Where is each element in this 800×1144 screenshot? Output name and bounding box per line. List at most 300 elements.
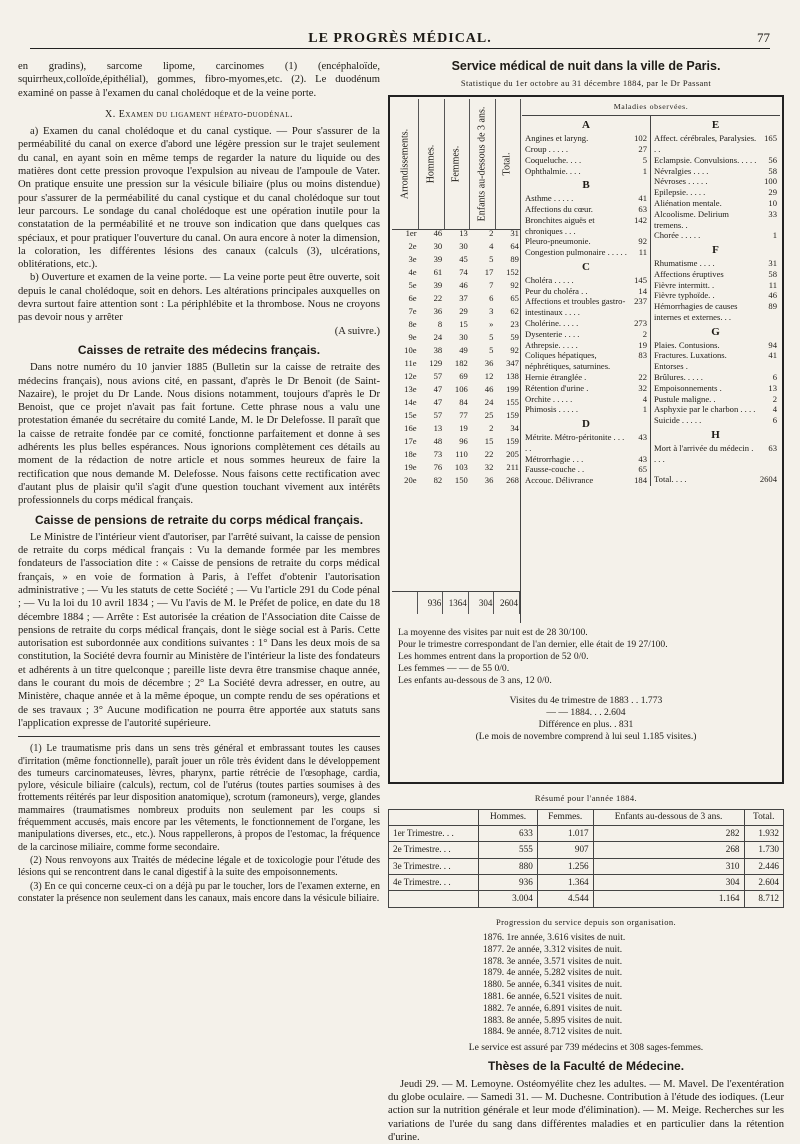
table-cell: 92 xyxy=(510,279,519,290)
table-cell: 47 xyxy=(433,383,443,394)
table-cell: 155 xyxy=(506,396,519,407)
disease-item xyxy=(525,133,647,144)
progression-line: 1879. 4e année, 5.282 visites de nuit. xyxy=(483,968,623,979)
total-cell xyxy=(392,592,418,614)
disease-name: Alcoolisme. Delirium tremens. . xyxy=(654,208,729,230)
table-row xyxy=(392,370,520,383)
table-cell: 152 xyxy=(506,266,519,277)
progression-list xyxy=(483,933,784,1039)
disease-count: 56 xyxy=(768,154,777,165)
table-cell: 19e xyxy=(404,461,417,472)
table-cell: 74 xyxy=(459,266,468,277)
disease-item xyxy=(654,340,777,351)
disease-count: 29 xyxy=(768,187,777,198)
theses-paragraph: Jeudi 29. — M. Lemoyne. Ostéomyélite chez les adultes. — M. Mavel. De l'exentération du globe oculaire. — Samedi 31. — M. Duchesne. Contribution à l'étude des iodiques. (Leur action sur la nutrition générale et leur mode d'élimination). — M. Meige. Recherches sur les variations de l'urée du sang dans différentes maladies et en particulier dans la rétention d'urine. xyxy=(388,1078,784,1143)
disease-count: 184 xyxy=(634,475,647,486)
total-cell: 304 xyxy=(469,592,495,614)
disease-name: Plaies. Contusions. xyxy=(654,339,720,350)
table-cell: 73 xyxy=(433,448,443,459)
diseases-right-column xyxy=(651,116,780,486)
disease-name: Fausse-couche . . xyxy=(525,464,585,475)
disease-name: Asthme . . . . . xyxy=(525,193,574,204)
resume-row xyxy=(389,891,784,907)
table-cell: 30 xyxy=(459,331,468,342)
article-heading-pensions: Caisse de pensions de retraite du corps médical français. xyxy=(34,512,364,527)
disease-count: 14 xyxy=(638,285,647,296)
progression-line: 1877. 2e année, 3.312 visites de nuit. xyxy=(483,944,623,955)
table-row xyxy=(392,422,520,435)
table-row xyxy=(392,474,520,487)
table-cell: 36 xyxy=(484,474,494,485)
disease-total xyxy=(654,474,777,485)
footnotes xyxy=(18,743,380,905)
resume-header: Enfants au-dessous de 3 ans. xyxy=(593,809,744,825)
disease-name: Métrorrhagie . . . xyxy=(525,453,584,464)
table-cell: 48 xyxy=(433,435,443,446)
disease-item xyxy=(654,280,777,291)
disease-name: Pleuro-pneumonie. xyxy=(525,236,591,247)
disease-item xyxy=(654,133,777,155)
table-cell: 5 xyxy=(489,331,494,342)
table-cell: 61 xyxy=(433,266,443,277)
table-cell: 36 xyxy=(433,305,443,316)
running-header xyxy=(30,26,770,49)
disease-item xyxy=(654,269,777,280)
footnote-1: (1) Le traumatisme pris dans un sens très général et embrassant toutes les causes d'irritation (même fonctionnelle), paraît jouer un rôle très évident dans le développement des tumeurs carcinomateuses, lèvres, pharynx, partie rétrécie de l'œsophage, cardia, pylore, vésicule biliaire (calculs), rectum, col de l'utérus (toutes parties soumises à des frottements réitérés par leur disposition anatomique), scrotum (ramoneurs), verge, glandes mammaires (traumatismes nombreux produits non seulement par les coups si fréquemment accusés, mais encore par les vêtements, le fonctionnement de l'organe, les manipulations diverses, etc., etc.). Nous rappellerons, à propos de l'estomac, la fréquence de la carcinose miliaire, comme forme secondaire. xyxy=(18,743,380,853)
disease-count: 237 xyxy=(634,296,647,307)
table-cell: 45 xyxy=(459,253,468,264)
table-row xyxy=(392,318,520,331)
totals-row xyxy=(392,591,520,614)
disease-item xyxy=(525,404,647,415)
visits-line: — — 1884. . . 2.604 xyxy=(546,706,626,718)
table-cell: 14e xyxy=(404,396,417,407)
table-cell: 36 xyxy=(484,357,494,368)
disease-name: Fièvre typhoïde. . xyxy=(654,290,715,301)
column-header xyxy=(443,99,470,229)
disease-group-letter: F xyxy=(712,244,719,257)
disease-name: Affect. cérébrales, Paralysies. . . xyxy=(654,133,757,154)
disease-count: 83 xyxy=(638,350,647,361)
diseases-panel xyxy=(522,99,780,623)
disease-name: Rhumatisme . . . . xyxy=(654,257,715,268)
arrondissement-table xyxy=(392,99,521,623)
table-cell: 2 xyxy=(489,422,494,433)
disease-name: Pustule maligne. . xyxy=(654,393,716,404)
disease-item xyxy=(654,155,777,166)
table-cell: 92 xyxy=(510,344,519,355)
disease-group-letter: C xyxy=(582,260,590,273)
table-cell: 23 xyxy=(510,318,519,329)
progression-title: Progression du service depuis son organisation. xyxy=(495,916,677,927)
disease-item xyxy=(654,187,777,198)
table-row xyxy=(392,383,520,396)
disease-group-letter: H xyxy=(711,428,720,441)
table-cell: 96 xyxy=(459,435,468,446)
table-cell: 12e xyxy=(404,370,417,381)
column-header xyxy=(392,99,419,229)
disease-count: 102 xyxy=(634,133,647,144)
service-title: Service médical de nuit dans la ville de Paris. xyxy=(451,59,721,73)
table-row xyxy=(392,266,520,279)
table-cell: 159 xyxy=(506,435,519,446)
disease-name: Congestion pulmonaire . . . . . xyxy=(525,247,627,258)
paragraph-veine-porte: b) Ouverture et examen de la veine porte. — La veine porte peut être ouverte, soit depuis le canal cholédoque, soit en dehors. Les altérations principales auxquelles on devra surtout faire attention sont : La périphlébite et la thrombose. Nous ne croyons pas devoir nous y arrêter xyxy=(18,272,380,324)
table-cell: 6e xyxy=(408,292,417,303)
disease-count: 6 xyxy=(772,371,777,382)
column-header-label: Total. xyxy=(501,152,513,176)
table-cell: 18e xyxy=(404,448,417,459)
disease-item xyxy=(654,372,777,383)
disease-item xyxy=(525,215,647,237)
resume-cell: 2.446 xyxy=(744,858,784,874)
table-row xyxy=(392,331,520,344)
resume-cell: 4e Trimestre. . . xyxy=(389,875,479,891)
disease-item xyxy=(525,155,647,166)
disease-item xyxy=(654,209,777,231)
table-row xyxy=(392,357,520,370)
disease-count: 1 xyxy=(642,404,647,415)
disease-name: Métrite. Métro-péritonite . . . . . xyxy=(525,431,625,453)
resume-cell: 1.364 xyxy=(537,875,593,891)
progression-line: 1876. 1re année, 3.616 visites de nuit. xyxy=(483,932,626,943)
table-cell: 65 xyxy=(510,292,519,303)
resume-row xyxy=(389,842,784,858)
table-cell: 199 xyxy=(506,383,519,394)
table-cell: 211 xyxy=(506,461,519,472)
table-cell: 17 xyxy=(484,266,494,277)
table-cell: 30 xyxy=(433,240,443,251)
disease-name: Fièvre intermitt. . xyxy=(654,279,715,290)
resume-cell: 1.730 xyxy=(744,842,784,858)
disease-count: 27 xyxy=(638,143,647,154)
table-cell: 62 xyxy=(510,305,519,316)
disease-item xyxy=(525,372,647,383)
disease-item xyxy=(525,286,647,297)
table-cell: 25 xyxy=(484,409,494,420)
disease-count: 1 xyxy=(642,165,647,176)
disease-total-label: Total. . . . xyxy=(654,474,687,485)
table-cell: 268 xyxy=(506,474,519,485)
disease-count: 11 xyxy=(768,279,777,290)
resume-cell: 268 xyxy=(593,842,744,858)
table-cell: 64 xyxy=(510,240,519,251)
disease-count: 43 xyxy=(638,431,647,442)
table-cell: 110 xyxy=(455,448,468,459)
disease-count: 100 xyxy=(764,176,777,187)
disease-name: Brûlures. . . . . xyxy=(654,371,703,382)
resume-header: Total. xyxy=(744,809,784,825)
table-row xyxy=(392,396,520,409)
disease-count: 46 xyxy=(768,290,777,301)
disease-item xyxy=(654,290,777,301)
table-row xyxy=(392,240,520,253)
resume-cell: 4.544 xyxy=(537,891,593,907)
disease-count: 13 xyxy=(768,382,777,393)
table-cell: 46 xyxy=(484,383,494,394)
disease-count: 2 xyxy=(772,393,777,404)
table-cell: 6 xyxy=(489,292,494,303)
disease-group-letter: G xyxy=(711,325,720,338)
disease-name: Choléra . . . . . xyxy=(525,274,574,285)
disease-count: 33 xyxy=(768,208,777,219)
progression-line: 1884. 9e année, 8.712 visites de nuit. xyxy=(483,1027,623,1038)
table-cell: 39 xyxy=(433,279,443,290)
resume-cell: 3.004 xyxy=(479,891,538,907)
disease-item xyxy=(525,144,647,155)
resume-cell: 880 xyxy=(479,858,538,874)
table-cell: 24 xyxy=(433,331,443,342)
table-cell: 8 xyxy=(437,318,443,329)
section-heading: X. Examen du ligament hépato-duodénal. xyxy=(105,108,293,120)
table-cell: 9e xyxy=(408,331,417,342)
disease-count: 41 xyxy=(768,350,777,361)
table-row xyxy=(392,448,520,461)
table-cell: 8e xyxy=(408,318,417,329)
disease-name: Affections éruptives xyxy=(654,268,724,279)
journal-title: LE PROGRÈS MÉDICAL. xyxy=(308,31,492,46)
table-cell: 89 xyxy=(510,253,519,264)
disease-item xyxy=(654,350,777,372)
article-heading-caisses: Caisses de retraite des médecins français. xyxy=(77,342,321,357)
disease-name: Angines et laryng. xyxy=(525,133,589,144)
table-cell: 15e xyxy=(404,409,417,420)
disease-name: Mort à l'arrivée du médecin . . . . xyxy=(654,442,754,464)
table-cell: 39 xyxy=(433,253,443,264)
disease-name: Orchite . . . . . xyxy=(525,393,573,404)
disease-item xyxy=(654,166,777,177)
table-cell: 15 xyxy=(484,435,494,446)
table-cell: 19 xyxy=(459,422,468,433)
table-cell: 17e xyxy=(404,435,417,446)
disease-name: Athrepsie. . . . . xyxy=(525,339,578,350)
disease-item xyxy=(525,383,647,394)
disease-count: 19 xyxy=(638,339,647,350)
disease-count: 165 xyxy=(764,133,777,144)
table-cell: 34 xyxy=(510,422,519,433)
table-cell: 16e xyxy=(404,422,417,433)
table-row xyxy=(392,435,520,448)
table-cell: 5 xyxy=(489,344,494,355)
resume-table xyxy=(388,809,784,908)
disease-name: Peur du choléra . . xyxy=(525,285,588,296)
resume-cell: 555 xyxy=(479,842,538,858)
disease-item xyxy=(654,258,777,269)
disease-item xyxy=(525,350,647,372)
paragraph-canal: a) Examen du canal cholédoque et du canal cystique. — Pour s'assurer de la perméabilité du canal on exerce d'abord une légère pression sur le trajet seulement du canal, en ayant soin en même temps de regarder la nature du liquide ou des matières dont cette pression provoque l'expulsion au niveau de l'ampoule de Vater. On pratique ensuite une pression sur la vésicule biliaire (plus ou moins distendue) pour s'assurer de la perméabilité du canal cystique et du canal cholédoque sur tout leur parcours. Le sondage du canal cholédoque est une opération inutile pour la constatation de la perméabilité et ne trouve son indication que dans quelques cas spéciaux, et pour pratiquer l'ouverture du canal. On aura encore à noter la dimension, la coloration, les différentes lésions des canaux (calculs (3), ulcérations, oblitérations, etc.). xyxy=(18,126,380,271)
table-row xyxy=(392,279,520,292)
visits-line: Différence en plus. . 831 xyxy=(538,718,634,730)
column-header xyxy=(469,99,496,229)
table-cell: 205 xyxy=(506,448,519,459)
disease-name: Cholérine. . . . . xyxy=(525,317,579,328)
disease-count: 32 xyxy=(638,382,647,393)
progression-line: 1883. 8e année, 5.895 visites de nuit. xyxy=(483,1015,623,1026)
disease-item xyxy=(654,198,777,209)
service-subtitle: Statistique du 1er octobre au 31 décembre 1884, par le Dr Passant xyxy=(460,78,712,89)
table-row xyxy=(392,461,520,474)
disease-name: Coqueluche. . . . xyxy=(525,154,582,165)
disease-item xyxy=(525,329,647,340)
disease-item xyxy=(525,296,647,318)
table-cell: 31 xyxy=(510,227,519,238)
table-cell: 29 xyxy=(459,305,468,316)
left-column xyxy=(18,60,380,906)
disease-name: Aliénation mentale. xyxy=(654,197,722,208)
disease-item xyxy=(525,318,647,329)
footnote-rule xyxy=(18,736,380,737)
disease-name: Rétention d'urine . xyxy=(525,382,589,393)
disease-count: 273 xyxy=(634,317,647,328)
resume-header xyxy=(389,809,479,825)
disease-name: Croup . . . . . xyxy=(525,143,568,154)
footnote-2: (2) Nous renvoyons aux Traités de médecine légale et de toxicologie pour l'étude des lésions qui se rencontrent dans le canal digestif à la suite des empoisonnements. xyxy=(18,854,380,879)
table-row xyxy=(392,344,520,357)
disease-count: 43 xyxy=(638,453,647,464)
resume-title: Résumé pour l'année 1884. xyxy=(534,792,638,803)
table-cell: 13 xyxy=(433,422,443,433)
disease-name: Hernie étranglée . xyxy=(525,371,587,382)
visits-line: Visites du 4e trimestre de 1883 . . 1.773 xyxy=(509,694,663,706)
resume-cell: 8.712 xyxy=(744,891,784,907)
disease-item xyxy=(525,394,647,405)
disease-count: 6 xyxy=(772,415,777,426)
resume-cell: 1.256 xyxy=(537,858,593,874)
resume-header: Hommes. xyxy=(479,809,538,825)
table-cell: 57 xyxy=(433,370,443,381)
disease-item xyxy=(525,475,647,486)
note-line: Pour le trimestre correspondant de l'an dernier, elle était de 19 27/100. xyxy=(398,638,668,650)
disease-count: 10 xyxy=(768,197,777,208)
disease-name: Accouc. Délivrance xyxy=(525,475,594,486)
table-cell: 7 xyxy=(489,279,494,290)
page-number: 77 xyxy=(757,30,770,45)
column-header xyxy=(494,99,521,229)
disease-item xyxy=(525,193,647,204)
table-cell: 10e xyxy=(404,344,417,355)
disease-item xyxy=(525,340,647,351)
disease-count: 92 xyxy=(638,236,647,247)
disease-count: 41 xyxy=(638,193,647,204)
disease-item xyxy=(525,275,647,286)
table-cell: 103 xyxy=(454,461,468,472)
column-header-label: Hommes. xyxy=(424,144,436,183)
table-row xyxy=(392,227,520,240)
disease-name: Empoisonnements . xyxy=(654,382,722,393)
disease-name: Névroses . . . . . xyxy=(654,176,708,187)
disease-count: 4 xyxy=(772,404,777,415)
total-cell: 2604 xyxy=(494,592,520,614)
disease-count: 63 xyxy=(768,442,777,453)
disease-name: Suicide . . . . . xyxy=(654,415,702,426)
statistics-notes xyxy=(398,627,774,743)
disease-count: 1 xyxy=(772,230,777,241)
table-cell: 129 xyxy=(429,357,443,368)
disease-name: Névralgies . . . . xyxy=(654,165,709,176)
table-row xyxy=(392,292,520,305)
disease-item xyxy=(525,454,647,465)
table-cell: 77 xyxy=(459,409,468,420)
disease-name: Epilepsie. . . . . xyxy=(654,187,706,198)
disease-item xyxy=(525,166,647,177)
paragraph-pensions: Le Ministre de l'intérieur vient d'autoriser, par l'arrêté suivant, la caisse de pension de retraite du corps médical français : Vu la demande formée par les membres fondateurs de l'association dite : « Caisse de pensions de retraite du corps médical français, » en voie de formation à Paris, à l'effet d'obtenir l'autorisation administrative ; — Vu les statuts de cette Société ; — Vu l'article 291 du Code pénal ; — Vu la loi du 10 avril 1834 ; — Vu l'avis de M. le Préfet de police, en date du 18 décembre 1884 ; — Arrête : Est autorisée la création de l'Association dite Caisse de pensions de retraite du corps médical français, dont le siège social est à Paris. Cette autorisation est subordonnée aux conditions suivantes : 1° Dans les deux mois de sa constitution, la Société devra fournir au Ministère de l'intérieur la liste des fondateurs et adhérents à un titre quelconque ; pareille liste devra être transmise chaque année, dans le courant du mois de décembre ; 2° La Société devra adresser, en outre, au Ministère, chaque année et à la même époque, un compte rendu de ses opérations et de ses travaux ; 3° Aucune modification ne pourra être apportée aux statuts sans l'application expresse de l'autorité supérieure. xyxy=(18,531,380,729)
resume-row xyxy=(389,875,784,891)
disease-name: Chorée . . . . . xyxy=(654,230,701,241)
disease-name: Phimosis . . . . . xyxy=(525,404,579,415)
resume-row xyxy=(389,826,784,842)
table-cell: 24 xyxy=(484,396,494,407)
disease-name: Affections et troubles gastro-intestinaux . . . . xyxy=(525,296,626,318)
disease-count: 58 xyxy=(768,165,777,176)
table-cell: 32 xyxy=(484,461,494,472)
table-cell: 182 xyxy=(454,357,468,368)
disease-name: Ophthalmie. . . . xyxy=(525,165,581,176)
progression-line: 1881. 6e année, 6.521 visites de nuit. xyxy=(483,991,623,1002)
table-cell: 76 xyxy=(433,461,443,472)
disease-item xyxy=(525,432,647,454)
resume-cell: 907 xyxy=(537,842,593,858)
resume-cell xyxy=(389,891,479,907)
total-cell: 1364 xyxy=(443,592,469,614)
disease-name: Coliques hépatiques, néphrétiques, saturnines. xyxy=(525,350,611,372)
note-line: Les femmes — — de 55 0/0. xyxy=(398,662,510,674)
disease-name: Affections du cœur. xyxy=(525,203,593,214)
table-cell: 30 xyxy=(459,240,468,251)
disease-name: Hémorrhagies de causes internes et externes. . . xyxy=(654,301,738,322)
disease-item xyxy=(654,230,777,241)
disease-name: Dysenterie . . . . xyxy=(525,328,580,339)
disease-name: Asphyxie par le charbon . . . . xyxy=(654,404,756,415)
table-cell: 12 xyxy=(484,370,494,381)
arrondissement-rows xyxy=(392,227,520,487)
disease-item xyxy=(654,394,777,405)
table-cell: 13e xyxy=(404,383,417,394)
disease-count: 4 xyxy=(642,393,647,404)
disease-item xyxy=(525,247,647,258)
diseases-title: Maladies observées. xyxy=(522,99,780,117)
disease-count: 65 xyxy=(638,464,647,475)
disease-item xyxy=(525,204,647,215)
table-cell: 3 xyxy=(489,305,494,316)
disease-item xyxy=(654,404,777,415)
resume-cell: 304 xyxy=(593,875,744,891)
column-header-label: Femmes. xyxy=(450,145,462,182)
right-column xyxy=(388,60,784,1144)
table-cell: 347 xyxy=(506,357,519,368)
resume-row xyxy=(389,858,784,874)
table-row xyxy=(392,305,520,318)
disease-item xyxy=(654,383,777,394)
resume-cell: 282 xyxy=(593,826,744,842)
table-cell: 2e xyxy=(408,240,417,251)
to-be-continued: (A suivre.) xyxy=(334,325,380,337)
paragraph-caisses: Dans notre numéro du 10 janvier 1885 (Bulletin sur la caisse de retraite des médecins français), nous avions cité, en passant, d'après le Dr Benoit (de Saint-Nazaire), le projet du Dr Lande. Nous disions notamment, toujours d'après le Dr Benoist, que ce projet n'avait pas fait fortune. Cette phrase nous a valu une protestation émanée du secrétaire du comité Lande, M. le Dr Delefosse. Il paraît que la caisse de retraite fondée par ce comité, fonctionne parfaitement et donne à ses adhérents les plus belles espérances. Nous ignorions complètement ces détails au moment de la rédaction de notre article et nous sommes heureux de faire la rectification que nous demande M. Delefosse. Nous faisons cette rectification avec d'autant plus de plaisir qu'il s'agit d'une question touchant vivement aux intérêts professionnels du corps médical français. xyxy=(18,362,380,507)
diseases-left-column xyxy=(522,116,651,486)
resume-cell: 2e Trimestre. . . xyxy=(389,842,479,858)
note-line: La moyenne des visites par nuit est de 28 30/100. xyxy=(398,626,588,638)
resume-cell: 2.604 xyxy=(744,875,784,891)
table-cell: 37 xyxy=(459,292,468,303)
table-cell: 57 xyxy=(433,409,443,420)
table-cell: 138 xyxy=(506,370,519,381)
table-cell: 46 xyxy=(433,227,443,238)
table-cell: 47 xyxy=(433,396,443,407)
disease-group-letter: A xyxy=(582,119,590,132)
table-cell: 59 xyxy=(510,331,519,342)
resume-header: Femmes. xyxy=(537,809,593,825)
disease-item xyxy=(654,443,777,465)
table-cell: 22 xyxy=(433,292,443,303)
